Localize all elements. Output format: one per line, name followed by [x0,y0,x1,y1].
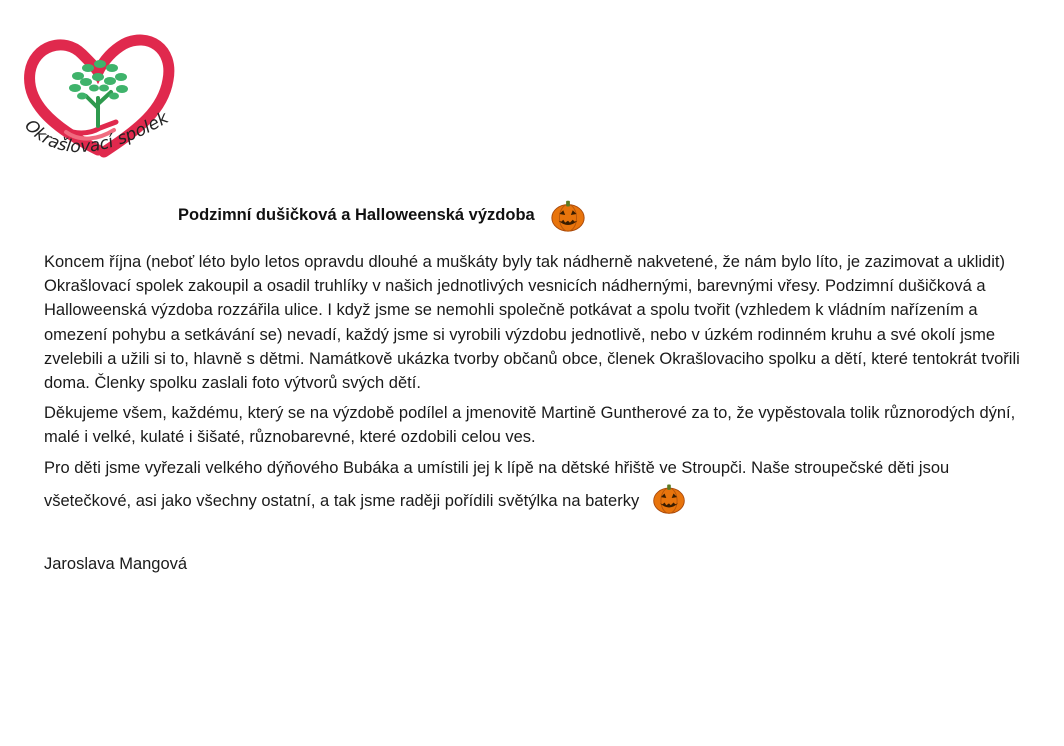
pumpkin-icon [549,196,587,234]
paragraph: Děkujeme všem, každému, který se na výzdobě podílel a jmenovitě Martině Guntherové za to, že vypěstovala tolik různorodých dýní, malé i velké, kulaté i šišaté, různobarevné, které ozdobili celou ves. [44,404,1016,447]
okraslovaci-spolek-logo [18,30,178,180]
paragraph: Koncem října (neboť léto bylo letos opravdu dlouhé a muškáty byly tak nádherně nakvetené, že nám bylo líto, je zazimovat a uklidit) Okrašlovací spolek zakoupil a osadil truhlíky v našich jednotlivých vesnicích nádhernými, barevnými vřesy. Podzimní dušičková a Halloweenská výzdoba rozzářila ulice. I když jsme se nemohli společně potkávat a spolu tvořit (vzhledem k vládním nařízením a omezení pohybu a setkávání se) nevadí, každý jsme si vyrobili výzdobu jednotlivě, nebo v úzkém rodinném kruhu a své okolí jsme zvelebili a užili si to, hlavně s dětmi. Namátkově ukázka tvorby občanů obce, členek Okrašlovaciho spolku a dětí, které tentokrát tvořili doma. Členky spolku zaslali foto výtvorů svých dětí. [44,253,1020,393]
article-body [44,250,1034,522]
signature: Jaroslava Mangová [44,555,188,573]
article-title: Podzimní dušičková a Halloweenská výzdoba [178,205,535,224]
pumpkin-icon [651,480,687,516]
paragraph [44,456,1034,516]
paragraph-text: Pro děti jsme vyřezali velkého dýňového Bubáka a umístili jej k lípě na dětské hřiště ve Stroupči. Naše stroupečské děti jsou všetečkové, asi jako všechny ostatní, a tak jsme raději pořídili světýlka na baterky [44,458,950,510]
article-header [178,196,587,234]
logo-text: Okrašlovací spolek [20,108,173,158]
